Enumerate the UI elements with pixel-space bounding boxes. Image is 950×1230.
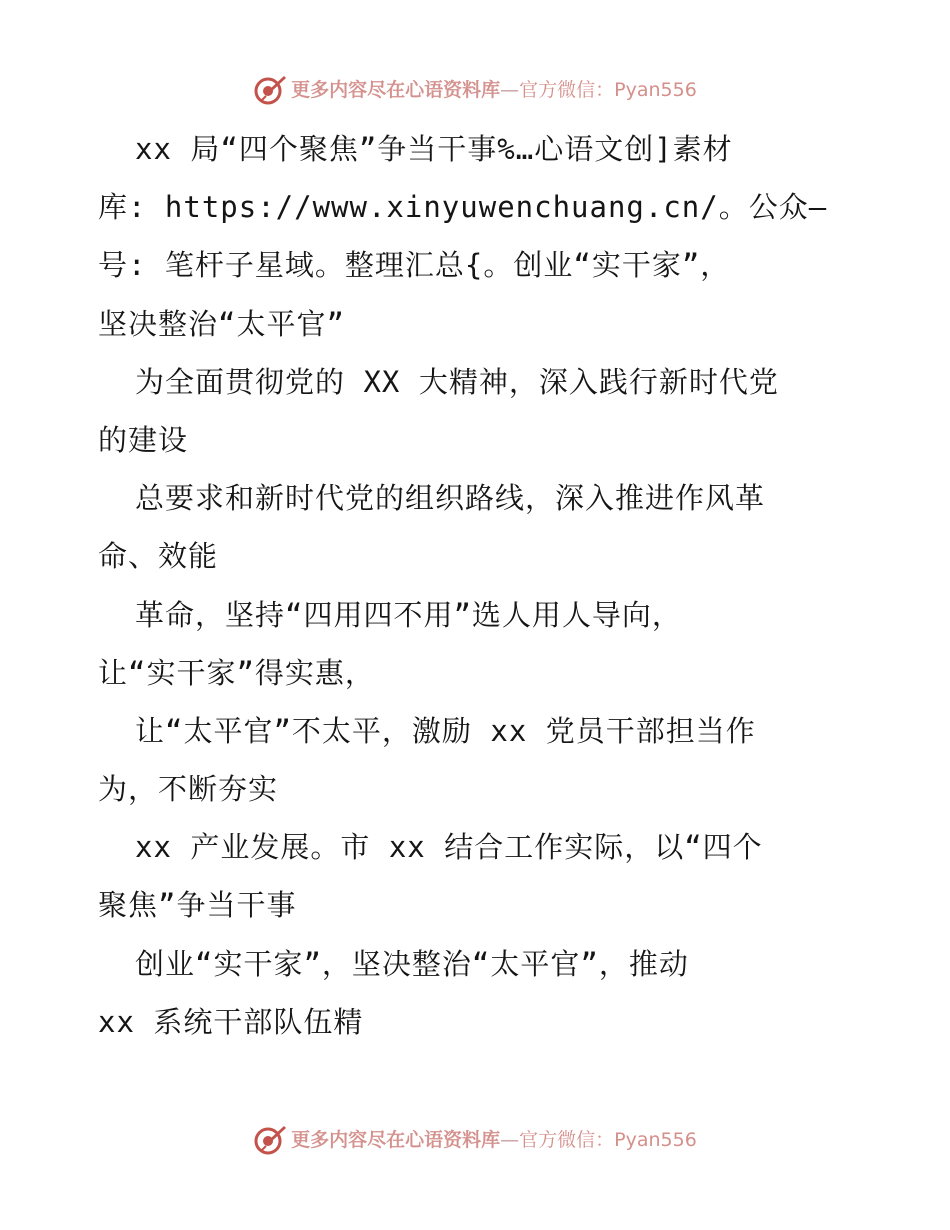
text-line: 坚决整治“太平官” [98,306,345,341]
banner-separator: — [500,1129,520,1151]
text-line: 库: https://www.xinyuwenchuang.cn/。公众— [98,190,828,225]
text-line: 号: 笔杆子星域。整理汇总{。创业“实干家”， [98,248,731,283]
header-banner [0,70,950,110]
banner-wechat-id: 官方微信：Pyan556 [519,79,697,101]
banner-site-name: 更多内容尽在心语资料库 [291,1129,501,1151]
text-line: 为，不断夯实 [98,772,279,807]
text-line: 命、效能 [98,539,219,574]
text-line: xx 局“四个聚焦”争当干事%…心语文创]素材 [135,132,733,166]
text-line: xx 系统干部队伍精 [98,1004,364,1039]
text-line: 创业“实干家”，坚决整治“太平官”，推动 [135,946,689,981]
banner-site-name: 更多内容尽在心语资料库 [291,79,501,101]
text-line: 总要求和新时代党的组织路线，深入推进作风革 [135,481,766,516]
pen-circle-logo-icon [253,73,287,107]
text-line: 让“太平官”不太平，激励 xx 党员干部担当作 [135,713,756,748]
text-line: xx 产业发展。市 xx 结合工作实际，以“四个 [135,830,763,865]
text-line: 为全面贯彻党的 XX 大精神，深入践行新时代党 [135,364,779,399]
text-line: 的建设 [98,422,189,457]
banner-wechat-id: 官方微信：Pyan556 [519,1129,697,1151]
document-body [98,120,888,1051]
text-line: 聚焦”争当干事 [98,888,297,923]
text-line: 让“实干家”得实惠， [98,655,375,690]
footer-banner [0,1120,950,1160]
banner-separator: — [500,79,520,101]
text-line: 革命，坚持“四用四不用”选人用人导向， [135,597,682,632]
pen-circle-logo-icon [253,1123,287,1157]
